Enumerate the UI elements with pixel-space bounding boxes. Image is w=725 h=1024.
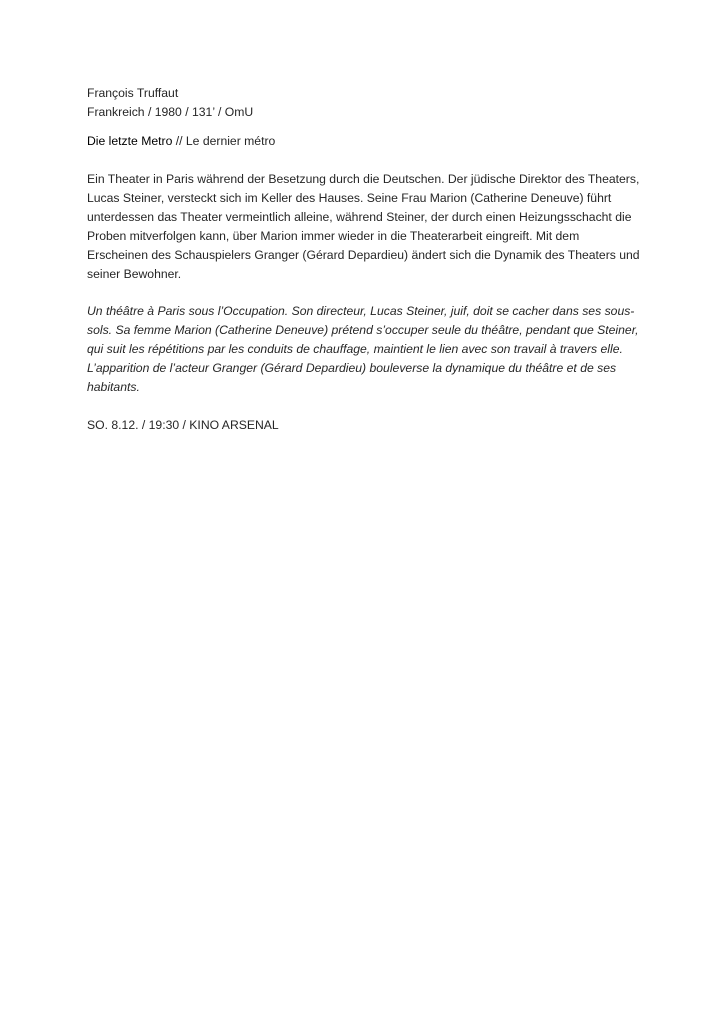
- description-german-line: Proben mitverfolgen kann, über Marion immer wieder in die Theaterarbeit eingreift. Mit dem: [87, 229, 580, 243]
- description-french-line: Un théâtre à Paris sous l’Occupation. Son directeur, Lucas Steiner, juif, doit se cacher dans ses sous-: [87, 304, 635, 318]
- description-german-line: Ein Theater in Paris während der Besetzung durch die Deutschen. Der jüdische Direktor des Theaters,: [87, 172, 640, 186]
- film-meta: [87, 84, 635, 122]
- title-separator: //: [172, 134, 186, 148]
- title-french: Le dernier métro: [185, 134, 276, 148]
- description-french-line: habitants.: [87, 380, 140, 394]
- film-info: Frankreich / 1980 / 131’ / OmU: [87, 105, 254, 119]
- description-german-line: unterdessen das Theater vermeintlich alleine, während Steiner, der durch einen Heizungsschacht die: [87, 210, 632, 224]
- description-french-line: qui suit les répétitions par les conduits de chauffage, maintient le lien avec son travail à travers elle.: [87, 342, 623, 356]
- description-french-line: sols. Sa femme Marion (Catherine Deneuve) prétend s’occuper seule du théâtre, pendant que Steiner,: [87, 323, 639, 337]
- screening-info: SO. 8.12. / 19:30 / KINO ARSENAL: [87, 418, 279, 432]
- film-title: [87, 132, 635, 151]
- document-page: [87, 84, 640, 435]
- description-french-line: L’apparition de l’acteur Granger (Gérard Depardieu) bouleverse la dynamique du théâtre et de ses: [87, 361, 617, 375]
- description-german-line: seiner Bewohner.: [87, 267, 182, 281]
- director-name: François Truffaut: [87, 86, 179, 100]
- title-german: Die letzte Metro: [87, 134, 173, 148]
- description-german: [87, 170, 640, 284]
- description-german-line: Lucas Steiner, versteckt sich im Keller des Hauses. Seine Frau Marion (Catherine Deneuve) führt: [87, 191, 612, 205]
- description-german-line: Erscheinen des Schauspielers Granger (Gérard Depardieu) ändert sich die Dynamik des Theaters und: [87, 248, 640, 262]
- description-french: [87, 302, 639, 397]
